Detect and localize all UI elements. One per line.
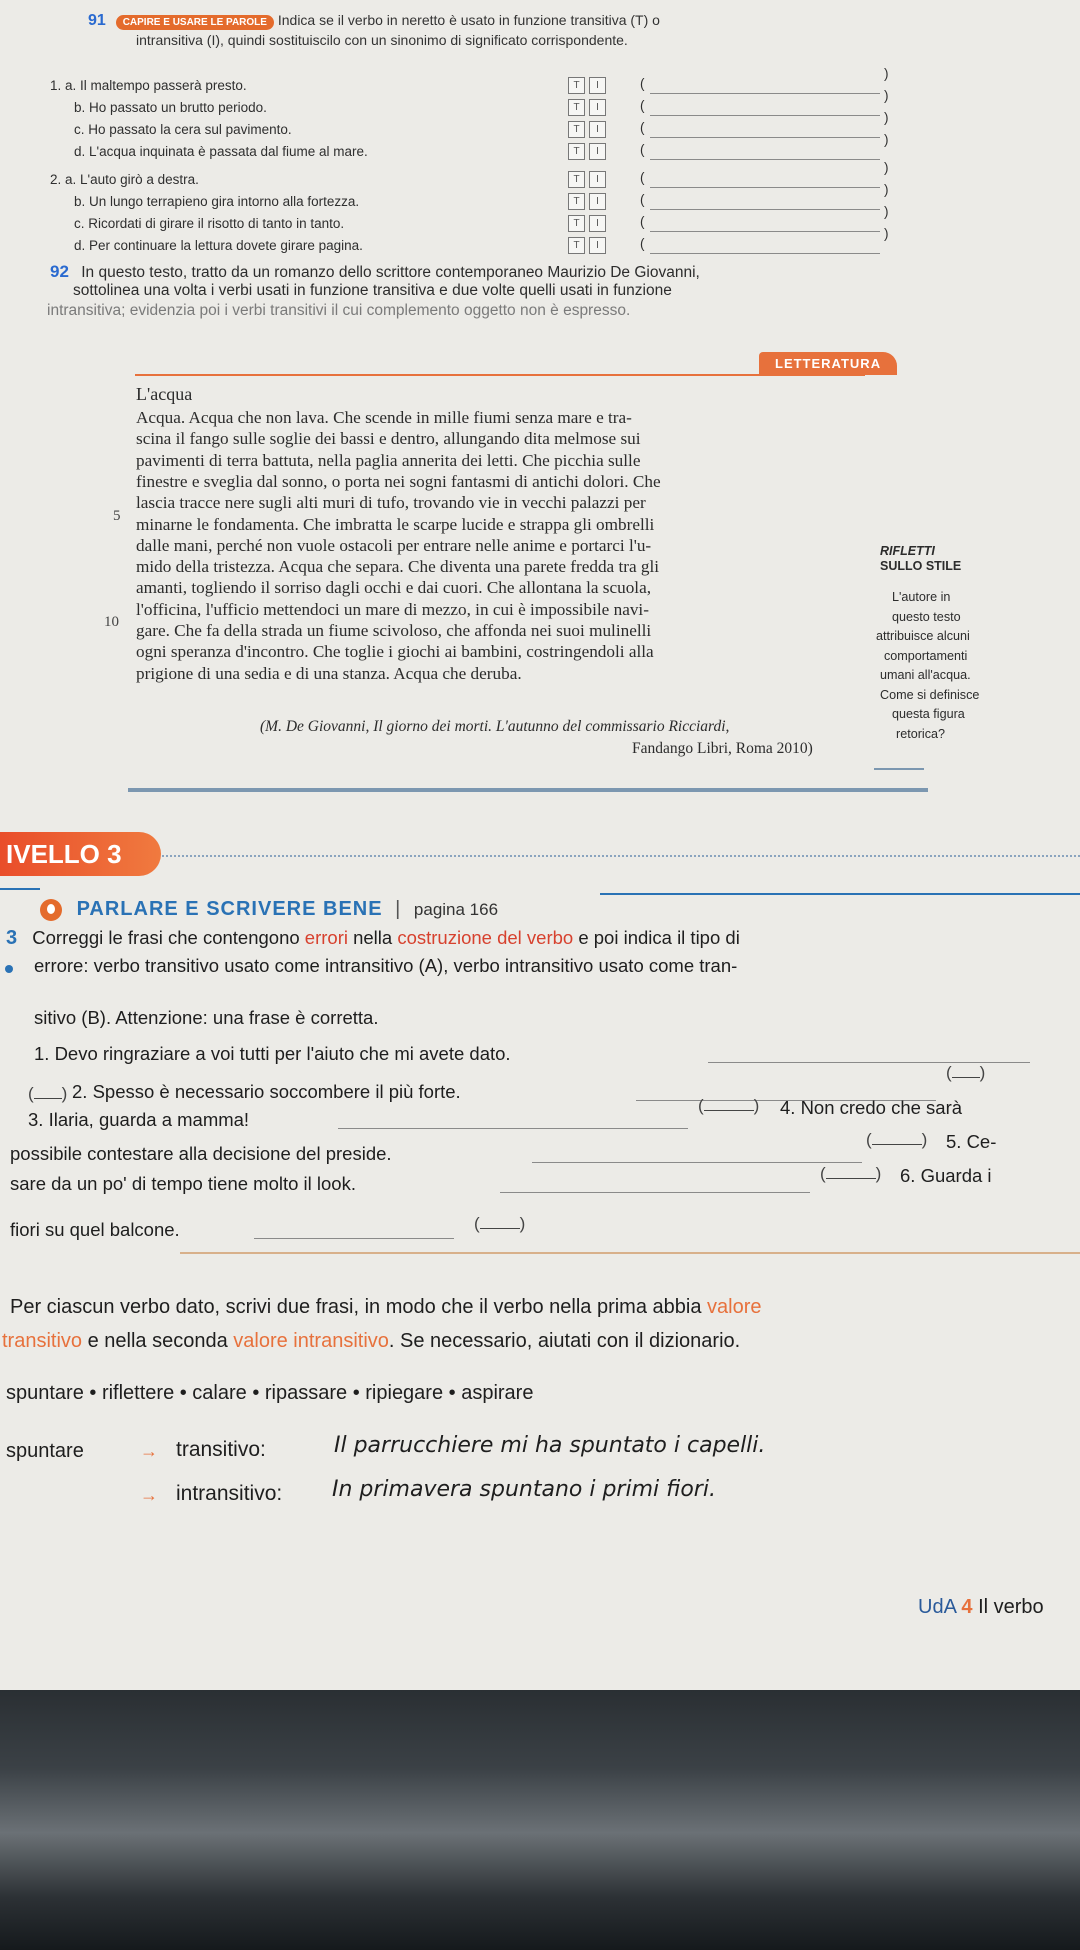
ex91-paren-open: ( bbox=[640, 142, 645, 157]
ex91-item: b. Un lungo terrapieno gira intorno alla fortezza. bbox=[74, 194, 360, 209]
ex91-header bbox=[88, 12, 660, 30]
ex91-synonym-line[interactable] bbox=[650, 93, 880, 94]
ex4-instruction-line1 bbox=[10, 1296, 762, 1319]
ex3-type-box-6[interactable]: ( ) bbox=[474, 1214, 526, 1233]
ex91-tf-boxes[interactable] bbox=[568, 119, 610, 138]
side-note-line: comportamenti bbox=[884, 648, 968, 663]
footer-uda-number: 4 bbox=[961, 1596, 973, 1618]
level-dotted-rule bbox=[150, 855, 1080, 857]
ex91-item: d. L'acqua inquinata è passata dal fiume al mare. bbox=[74, 144, 368, 159]
ex3-instruction-line2: errore: verbo transitivo usato come intransitivo (A), verbo intransitivo usato come tran- bbox=[34, 955, 738, 976]
parlare-page: pagina 166 bbox=[413, 900, 499, 919]
ex91-synonym-line[interactable] bbox=[650, 115, 880, 116]
excerpt-line: ogni speranza d'incontro. Che toglie i giochi ai bambini, costringendoli alla bbox=[136, 642, 654, 662]
excerpt-line: prigione di una sedia e di una stanza. Acqua che deruba. bbox=[136, 663, 522, 683]
ex3-sentence-2: 2. Spesso è necessario soccombere il più forte. bbox=[72, 1081, 461, 1102]
ex4-instr-pre: Per ciascun verbo dato, scrivi due frasi, in modo che il verbo nella prima abbia bbox=[10, 1296, 708, 1318]
ex92-number: 92 bbox=[50, 262, 69, 281]
ex91-paren-close: ) bbox=[884, 132, 889, 147]
transitive-box[interactable]: T bbox=[568, 237, 585, 254]
transitive-box[interactable]: T bbox=[568, 215, 585, 232]
transitive-box[interactable]: T bbox=[568, 99, 585, 116]
ex91-paren-open: ( bbox=[640, 98, 645, 113]
ex91-paren-close: ) bbox=[884, 66, 889, 81]
parlare-title: PARLARE E SCRIVERE BENE bbox=[76, 898, 383, 920]
ex91-tag: CAPIRE E USARE LE PAROLE bbox=[116, 15, 274, 30]
parlare-rule-right bbox=[600, 893, 1080, 895]
ex3-instr-red1: errori bbox=[304, 927, 348, 948]
footer-uda: UdA bbox=[918, 1596, 956, 1618]
ex3-sentence-4b: possibile contestare alla decisione del preside. bbox=[10, 1143, 392, 1164]
side-title-2: SULLO STILE bbox=[880, 559, 962, 573]
literature-rule bbox=[135, 374, 865, 376]
ex91-paren-close: ) bbox=[884, 226, 889, 241]
ex91-item: d. Per continuare la lettura dovete girare pagina. bbox=[74, 238, 363, 253]
ex91-paren-open: ( bbox=[640, 170, 645, 185]
ex3-answer-line-5[interactable] bbox=[500, 1192, 810, 1193]
ex3-sentence-3: 3. Ilaria, guarda a mamma! bbox=[28, 1109, 250, 1130]
ex3-instr-post: e poi indica il tipo di bbox=[573, 927, 740, 948]
transitive-box[interactable]: T bbox=[568, 193, 585, 210]
ex91-tf-boxes[interactable] bbox=[568, 169, 610, 188]
ex91-item: b. Ho passato un brutto periodo. bbox=[74, 100, 267, 115]
ex3-instruction-line1 bbox=[6, 926, 740, 950]
ex91-item: 2. a. L'auto girò a destra. bbox=[50, 172, 199, 187]
ex4-instr-post: . Se necessario, aiutati con il dizionario. bbox=[388, 1330, 741, 1352]
ex91-tf-boxes[interactable] bbox=[568, 141, 610, 160]
intransitive-box[interactable]: I bbox=[589, 171, 606, 188]
ex91-paren-close: ) bbox=[884, 88, 889, 103]
intransitive-box[interactable]: I bbox=[589, 215, 606, 232]
citation-line1: (M. De Giovanni, Il giorno dei morti. L'autunno del commissario Ricciardi, bbox=[260, 718, 730, 735]
ex4-instr-orange2: transitivo bbox=[2, 1330, 83, 1352]
ex3-answer-line-4[interactable] bbox=[532, 1162, 862, 1163]
ex3-sentence-4a: 4. Non credo che sarà bbox=[780, 1097, 963, 1118]
line-number-10: 10 bbox=[104, 614, 119, 630]
side-rule bbox=[874, 768, 924, 770]
ex91-synonym-line[interactable] bbox=[650, 137, 880, 138]
parlare-heading bbox=[40, 898, 498, 921]
intransitive-box[interactable]: I bbox=[589, 237, 606, 254]
intransitive-box[interactable]: I bbox=[589, 77, 606, 94]
side-note-line: questa figura bbox=[892, 707, 965, 721]
ex92-instruction-line1: In questo testo, tratto da un romanzo dello scrittore contemporaneo Maurizio De Giovanni, bbox=[81, 264, 700, 281]
parlare-separator: | bbox=[395, 898, 402, 920]
ex92-instruction-line3: intransitiva; evidenzia poi i verbi transitivi il cui complemento oggetto non è espresso. bbox=[47, 302, 631, 319]
level-tab: IVELLO 3 bbox=[0, 832, 161, 876]
excerpt-line: minarne le fondamenta. Che imbratta le scarpe lucide e strappa gli ombrelli bbox=[136, 514, 655, 534]
intransitive-box[interactable]: I bbox=[589, 143, 606, 160]
ex91-paren-open: ( bbox=[640, 236, 645, 251]
ex91-tf-boxes[interactable] bbox=[568, 191, 610, 210]
ex3-sentence-5a: 5. Ce- bbox=[946, 1131, 997, 1152]
ex4-trans-label: transitivo: bbox=[176, 1438, 266, 1461]
ex4-instr-orange3: valore intransitivo bbox=[233, 1330, 389, 1352]
ex4-instr-mid: e nella seconda bbox=[82, 1330, 234, 1352]
ex3-sentence-6a: 6. Guarda i bbox=[900, 1165, 992, 1186]
ex3-bottom-rule bbox=[180, 1252, 1080, 1254]
ex4-intrans-answer[interactable]: In primavera spuntano i primi fiori. bbox=[332, 1477, 716, 1502]
ex91-paren-open: ( bbox=[640, 192, 645, 207]
transitive-box[interactable]: T bbox=[568, 171, 585, 188]
ex92-instruction bbox=[50, 262, 700, 282]
excerpt-line: amanti, togliendo il sorriso dagli occhi e dai cuori. Che allontana la scuola, bbox=[136, 578, 652, 598]
ex91-paren-close: ) bbox=[884, 204, 889, 219]
excerpt-line: dalle mani, perché non vuole ostacoli per entrare nelle anime e portarci l'u- bbox=[136, 535, 652, 555]
footer bbox=[918, 1596, 1044, 1619]
side-note-line: attribuisce alcuni bbox=[876, 629, 970, 643]
ex3-sentence-1: 1. Devo ringraziare a voi tutti per l'aiuto che mi avete dato. bbox=[34, 1043, 511, 1064]
ex91-paren-close: ) bbox=[884, 110, 889, 125]
ex3-answer-line-6[interactable] bbox=[254, 1238, 454, 1239]
ex91-number: 91 bbox=[88, 12, 106, 29]
footer-title: Il verbo bbox=[978, 1596, 1044, 1618]
excerpt-line: pavimenti di terra battuta, nella paglia annerita dei letti. Che picchia sulle bbox=[136, 450, 641, 470]
letteratura-badge: LETTERATURA bbox=[759, 352, 897, 375]
excerpt-title: L'acqua bbox=[136, 384, 193, 404]
ex91-tf-boxes[interactable] bbox=[568, 213, 610, 232]
ex4-verb-list: spuntare • riflettere • calare • ripassare • ripiegare • aspirare bbox=[6, 1382, 534, 1404]
excerpt-line: mido della tristezza. Acqua che separa. Che diventa una parete fredda tra gli bbox=[136, 557, 660, 577]
ex91-paren-open: ( bbox=[640, 76, 645, 91]
ex3-type-box-5[interactable]: ( ) bbox=[820, 1164, 882, 1183]
ex3-instr-red2: costruzione del verbo bbox=[397, 927, 574, 948]
side-note-line: L'autore in bbox=[892, 590, 951, 604]
ex4-instr-orange1: valore bbox=[707, 1296, 762, 1318]
ex3-instr-pre: Correggi le frasi che contengono bbox=[32, 927, 305, 948]
ex3-instruction-line3: sitivo (B). Attenzione: una frase è corretta. bbox=[34, 1007, 379, 1028]
intransitive-box[interactable]: I bbox=[589, 99, 606, 116]
ex91-paren-close: ) bbox=[884, 182, 889, 197]
excerpt-bottom-rule bbox=[128, 788, 928, 792]
side-title-1: RIFLETTI bbox=[880, 544, 935, 558]
ex91-item: c. Ho passato la cera sul pavimento. bbox=[74, 122, 292, 137]
intransitive-box[interactable]: I bbox=[589, 121, 606, 138]
excerpt-line: Acqua. Acqua che non lava. Che scende in mille fiumi senza mare e tra- bbox=[136, 408, 632, 427]
ex3-type-box-1[interactable]: ( ) bbox=[946, 1063, 986, 1082]
ex91-paren-close: ) bbox=[884, 160, 889, 175]
parlare-rule-left bbox=[0, 888, 40, 890]
excerpt-line: gare. Che fa della strada un fiume scivoloso, che affonda nei suoi mulinelli bbox=[136, 621, 652, 640]
ex91-synonym-line[interactable] bbox=[650, 253, 880, 254]
lightbulb-icon bbox=[40, 899, 62, 921]
ex91-synonym-line[interactable] bbox=[650, 159, 880, 160]
excerpt-line: l'officina, l'ufficio mettendoci un mare di mezzo, in cui è impossibile navi- bbox=[136, 599, 649, 619]
citation-line2: Fandango Libri, Roma 2010) bbox=[632, 740, 813, 757]
ex92-instruction-line2: sottolinea una volta i verbi usati in funzione transitiva e due volte quelli usati in funzione bbox=[73, 282, 672, 299]
ex4-intrans-label: intransitivo: bbox=[176, 1482, 283, 1505]
ex91-tf-boxes[interactable] bbox=[568, 97, 610, 116]
transitive-box[interactable]: T bbox=[568, 77, 585, 94]
side-note-line: umani all'acqua. bbox=[880, 668, 971, 682]
side-note-line: Come si definisce bbox=[880, 687, 980, 702]
ex91-instruction-line1: Indica se il verbo in neretto è usato in funzione transitiva (T) o bbox=[277, 12, 660, 28]
side-note-line: questo testo bbox=[892, 609, 961, 624]
ex91-paren-open: ( bbox=[640, 214, 645, 229]
ex3-type-box-4[interactable]: ( ) bbox=[866, 1130, 928, 1149]
ex3-type-box-3[interactable]: ( ) bbox=[698, 1096, 760, 1115]
ex3-type-box-0[interactable]: ( ) bbox=[28, 1084, 68, 1103]
ex91-instruction-line2: intransitiva (I), quindi sostituiscilo con un sinonimo di significato corrispondente. bbox=[136, 32, 628, 48]
ex3-bullet bbox=[5, 965, 13, 973]
ex4-instruction-line2 bbox=[2, 1330, 740, 1353]
ex91-tf-boxes[interactable] bbox=[568, 75, 610, 94]
excerpt-line: scina il fango sulle soglie dei bassi e dentro, allungando dita melmose sui bbox=[136, 429, 641, 449]
ex4-arrow-1: → bbox=[140, 1441, 158, 1461]
ex91-tf-boxes[interactable] bbox=[568, 235, 610, 254]
ex91-synonym-line[interactable] bbox=[650, 187, 880, 188]
ex4-verb: spuntare bbox=[6, 1440, 84, 1462]
ex4-arrow-2: → bbox=[140, 1485, 158, 1505]
side-note-line: retorica? bbox=[896, 726, 945, 741]
ex3-answer-line-3[interactable] bbox=[338, 1128, 688, 1129]
transitive-box[interactable]: T bbox=[568, 121, 585, 138]
ex3-instr-mid: nella bbox=[347, 927, 398, 948]
ex91-synonym-line[interactable] bbox=[650, 231, 880, 232]
ex3-sentence-5b: sare da un po' di tempo tiene molto il look. bbox=[10, 1173, 356, 1194]
desk-background bbox=[0, 1690, 1080, 1950]
ex91-paren-open: ( bbox=[640, 120, 645, 135]
ex91-item: c. Ricordati di girare il risotto di tanto in tanto. bbox=[74, 216, 345, 231]
ex91-item: 1. a. Il maltempo passerà presto. bbox=[50, 78, 247, 93]
excerpt-line: finestre e sveglia dal sonno, o porta nei sogni fantasmi di antichi dolori. Che bbox=[136, 471, 661, 491]
ex91-synonym-line[interactable] bbox=[650, 209, 880, 210]
ex3-number: 3 bbox=[6, 927, 18, 949]
excerpt-line: lascia tracce nere sugli alti muri di tufo, trovando vie in vecchi palazzi per bbox=[136, 493, 646, 513]
intransitive-box[interactable]: I bbox=[589, 193, 606, 210]
transitive-box[interactable]: T bbox=[568, 143, 585, 160]
ex4-trans-answer[interactable]: Il parrucchiere mi ha spuntato i capelli. bbox=[334, 1433, 766, 1458]
ex3-sentence-6b: fiori su quel balcone. bbox=[10, 1219, 180, 1240]
line-number-5: 5 bbox=[113, 508, 121, 524]
